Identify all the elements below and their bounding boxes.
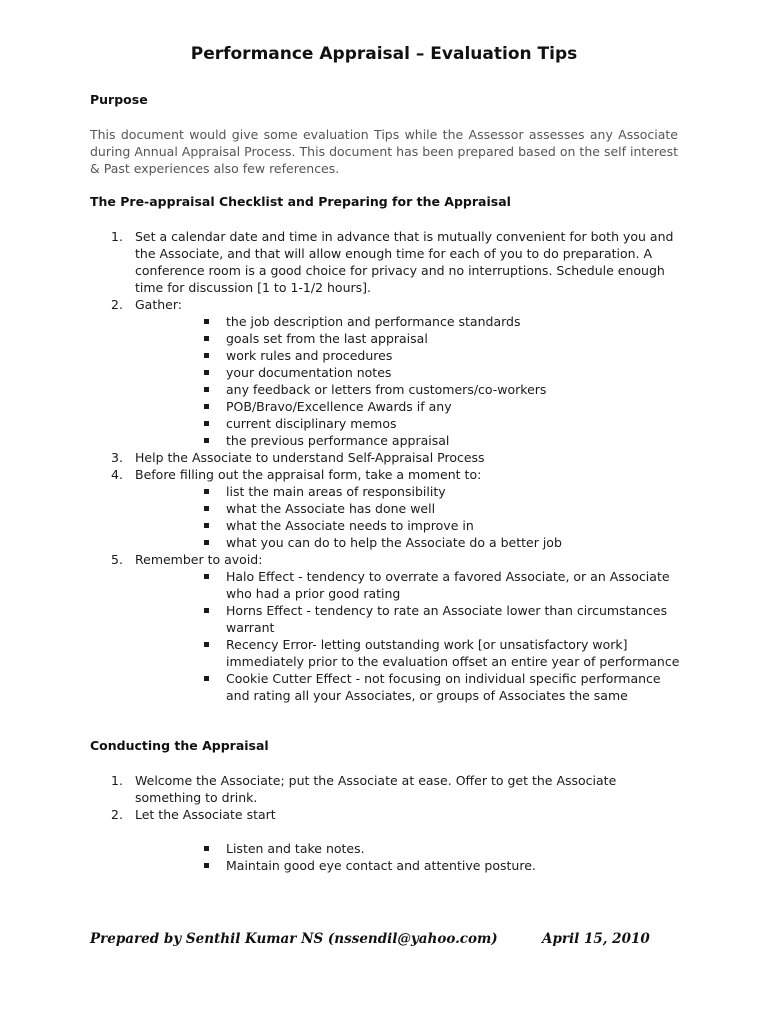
list-number: 4. (111, 467, 123, 482)
bullet-text: POB/Bravo/Excellence Awards if any (226, 399, 452, 414)
footer-date: April 15, 2010 (542, 931, 650, 947)
bullet-text: Cookie Cutter Effect - not focusing on individual specific performance and rating all your Associates, or groups of Associates the same (226, 671, 661, 703)
list-item (0, 806, 680, 823)
bullet-item (0, 670, 686, 704)
bullet-text: goals set from the last appraisal (226, 331, 428, 346)
bullet-item (0, 517, 686, 534)
bullet-text: work rules and procedures (226, 348, 393, 363)
list-text: Let the Associate start (135, 807, 276, 822)
bullet-icon (204, 846, 209, 851)
bullet-text: Recency Error- letting outstanding work [or unsatisfactory work] immediately prior to the evaluation offset an entire year of performance (226, 637, 680, 669)
bullet-text: Listen and take notes. (226, 841, 365, 856)
bullet-text: what the Associate has done well (226, 501, 436, 516)
bullet-text: Maintain good eye contact and attentive posture. (226, 858, 536, 873)
bullet-icon (204, 523, 209, 528)
list-text: Welcome the Associate; put the Associate at ease. Offer to get the Associate something to drink. (135, 773, 617, 805)
bullet-text: the previous performance appraisal (226, 433, 450, 448)
list-item (0, 296, 680, 313)
list-text: Before filling out the appraisal form, take a moment to: (135, 467, 482, 482)
bullet-icon (204, 642, 209, 647)
bullet-icon (204, 506, 209, 511)
bullet-text: what you can do to help the Associate do a better job (226, 535, 562, 550)
checklist-list (0, 228, 768, 704)
bullet-icon (204, 608, 209, 613)
bullet-icon (204, 574, 209, 579)
bullet-item (0, 313, 686, 330)
bullet-icon (204, 863, 209, 868)
list-item (0, 466, 680, 483)
bullet-item (0, 602, 686, 636)
bullet-icon (204, 387, 209, 392)
bullet-text: what the Associate needs to improve in (226, 518, 474, 533)
list-number: 3. (111, 450, 123, 465)
bullet-item (0, 381, 686, 398)
bullet-text: list the main areas of responsibility (226, 484, 446, 499)
bullet-icon (204, 489, 209, 494)
footer-author: Prepared by Senthil Kumar NS (nssendil@yahoo.com) (90, 931, 498, 947)
bullet-text: any feedback or letters from customers/co-workers (226, 382, 547, 397)
bullet-icon (204, 421, 209, 426)
list-number: 2. (111, 807, 123, 822)
bullet-icon (204, 438, 209, 443)
bullet-item (0, 398, 686, 415)
bullet-icon (204, 336, 209, 341)
checklist-heading: The Pre-appraisal Checklist and Preparing for the Appraisal (90, 194, 511, 209)
list-text: Set a calendar date and time in advance that is mutually convenient for both you and the Associate, and that will allow enough time for each of you to do preparation. A conference room is a good choice for privacy and no interruptions. Schedule enough time for discussion [1 to 1-1/2 hours]. (135, 229, 674, 295)
bullet-item (0, 840, 686, 857)
list-text: Help the Associate to understand Self-Appraisal Process (135, 450, 485, 465)
bullet-item (0, 636, 686, 670)
page-title: Performance Appraisal – Evaluation Tips (190, 44, 578, 64)
bullet-icon (204, 404, 209, 409)
bullet-item (0, 364, 686, 381)
bullet-icon (204, 676, 209, 681)
bullet-text: Halo Effect - tendency to overrate a favored Associate, or an Associate who had a prior good rating (226, 569, 670, 601)
list-item (0, 449, 680, 466)
bullet-item (0, 415, 686, 432)
conducting-heading: Conducting the Appraisal (90, 738, 269, 753)
bullet-item (0, 432, 686, 449)
list-number: 1. (111, 229, 123, 244)
bullet-icon (204, 319, 209, 324)
bullet-item (0, 568, 686, 602)
bullet-icon (204, 370, 209, 375)
purpose-heading: Purpose (90, 92, 148, 107)
list-number: 2. (111, 297, 123, 312)
bullet-item (0, 347, 686, 364)
bullet-text: your documentation notes (226, 365, 392, 380)
bullet-text: Horns Effect - tendency to rate an Associate lower than circumstances warrant (226, 603, 668, 635)
list-number: 5. (111, 552, 123, 567)
bullet-item (0, 500, 686, 517)
list-item (0, 772, 680, 806)
list-text: Gather: (135, 297, 182, 312)
bullet-item (0, 857, 686, 874)
bullet-text: the job description and performance standards (226, 314, 521, 329)
list-item (0, 228, 680, 296)
bullet-text: current disciplinary memos (226, 416, 397, 431)
bullet-icon (204, 540, 209, 545)
list-number: 1. (111, 773, 123, 788)
bullet-item (0, 483, 686, 500)
bullet-item (0, 534, 686, 551)
list-text: Remember to avoid: (135, 552, 263, 567)
bullet-item (0, 330, 686, 347)
conducting-list (0, 772, 768, 874)
list-spacer (0, 823, 768, 840)
list-item (0, 551, 680, 568)
purpose-text: This document would give some evaluation Tips while the Assessor assesses any Associate during Annual Appraisal Process. This document has been prepared based on the self interest & Past experiences also few references. (90, 127, 678, 176)
bullet-icon (204, 353, 209, 358)
